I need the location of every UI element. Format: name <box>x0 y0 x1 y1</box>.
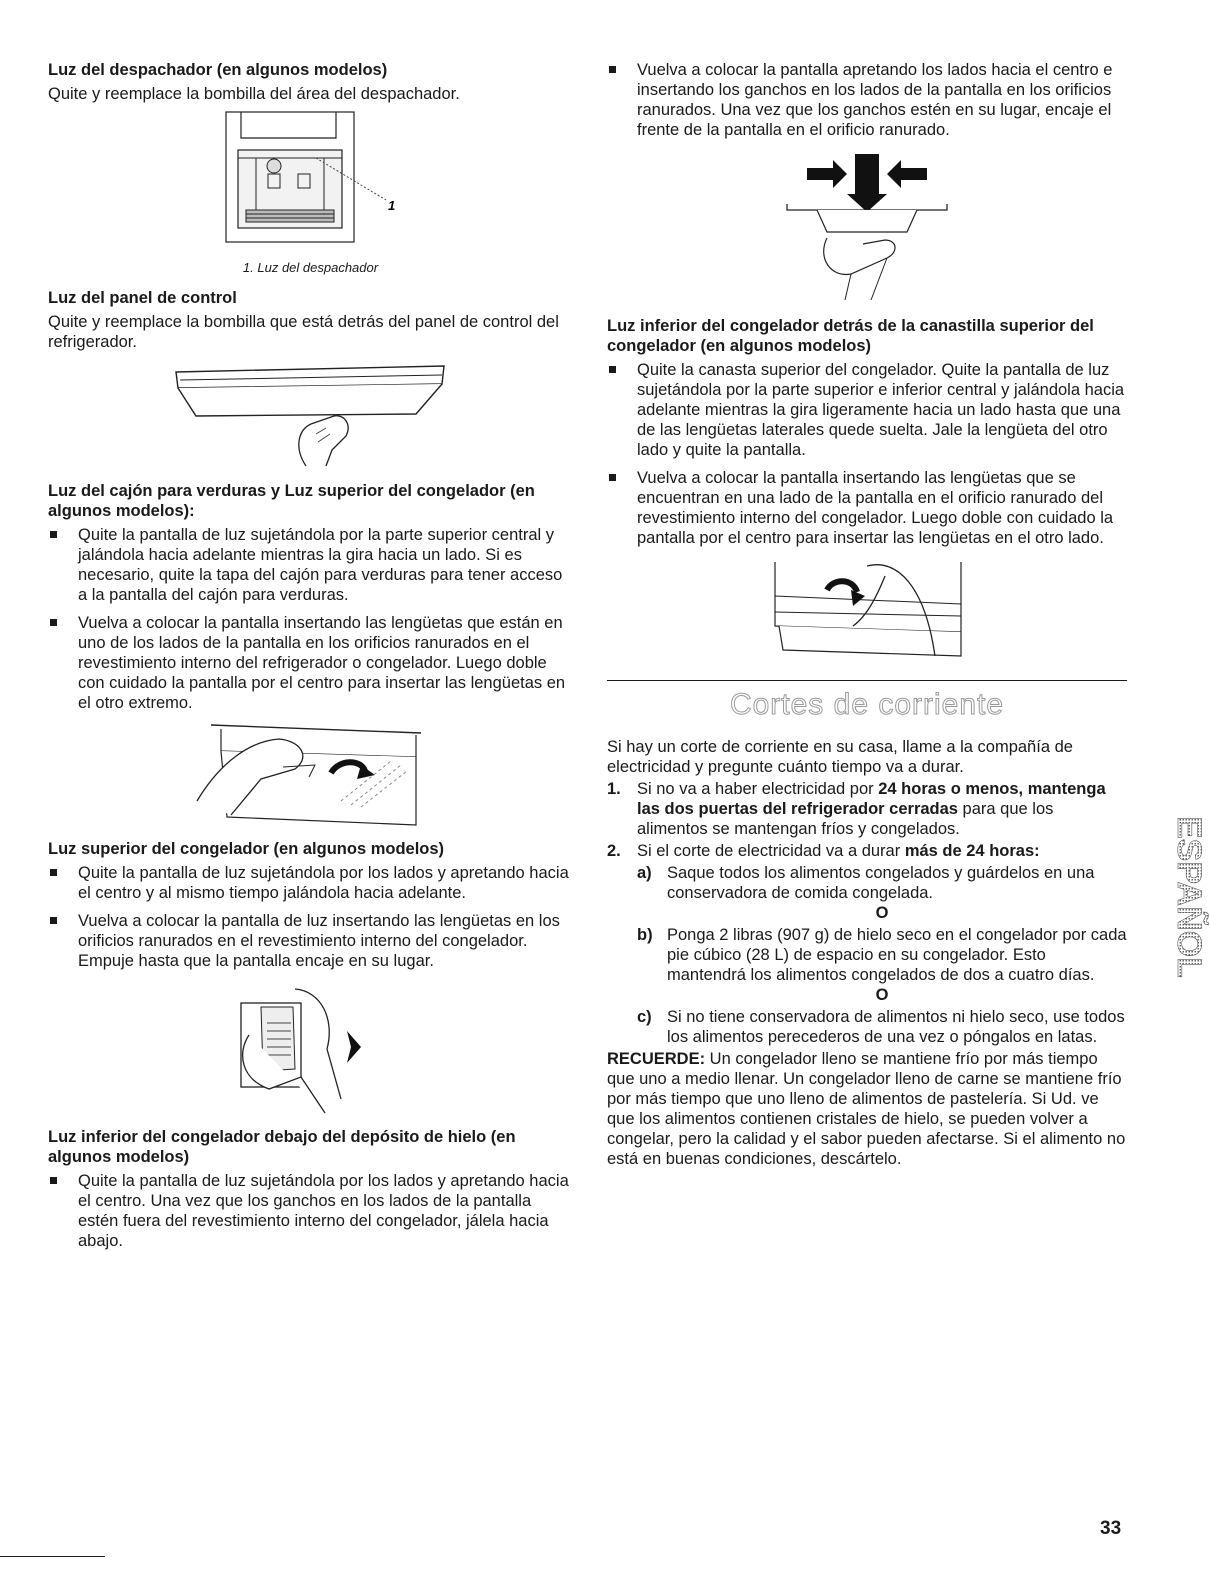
remember-note <box>607 1049 1127 1169</box>
sub-item <box>637 925 1127 985</box>
footer-rule <box>0 1556 105 1557</box>
remember-text: Un congelador lleno se mantiene frío por más tiempo que uno a medio llenar. Un congelador lleno de carne se mantiene frío por más tiempo que uno lleno de alimentos de pastelería. Si Ud. ve que los alimentos contienen cristales de hielo, se pueden volver a congelar, pero la calidad y el sabor pueden afectarse. Si el alimento no está en buenas condiciones, descártelo. <box>607 1050 1126 1168</box>
rear-freezer-light-section <box>607 316 1127 666</box>
crisper-light-illustration <box>191 721 431 831</box>
left-column <box>48 60 573 1259</box>
section-heading: Luz del panel de control <box>48 289 237 307</box>
item-number: 1. <box>607 780 621 798</box>
control-panel-light-illustration <box>166 358 456 473</box>
item-text: Si no va a haber electricidad por <box>637 780 879 798</box>
callout-number: 1 <box>387 198 395 213</box>
item-text: para que los alimentos se mantengan fríos y congelados. <box>637 800 1054 838</box>
sub-item <box>637 1007 1127 1047</box>
dispenser-light-illustration <box>216 110 406 250</box>
list-item: Quite la pantalla de luz sujetándola por la parte superior central y jalándola hacia adelante mientras la gira hacia un lado. Si es necesario, quite la tapa del cajón para verduras para tener acceso a la pantalla del cajón para verduras. <box>48 525 573 605</box>
sub-item <box>637 863 1127 903</box>
sub-item-text: Ponga 2 libras (907 g) de hielo seco en el congelador por cada pie cúbico (28 L) de espacio en su congelador. Esto mantendrá los alimentos congelados de dos a cuatro días. <box>667 926 1127 984</box>
list-item: Vuelva a colocar la pantalla insertando las lengüetas que se encuentran en una lado de la pantalla en el orificio ranurado del revestimiento interno del congelador. Luego doble con cuidado la pantalla por el centro para insertar las lengüetas en el otro lado. <box>607 468 1127 548</box>
dispenser-light-section <box>48 60 573 278</box>
body-text: Quite y reemplace la bombilla del área del despachador. <box>48 85 460 103</box>
item-emphasis: 24 horas o menos, mantenga las dos puertas del refrigerador cerradas <box>637 780 1106 818</box>
list-item <box>607 841 1127 1047</box>
section-divider <box>607 680 1127 681</box>
section-heading: Luz del cajón para verduras y Luz superior del congelador (en algunos modelos): <box>48 482 535 520</box>
list-item: Vuelva a colocar la pantalla apretando los lados hacia el centro e insertando los ganchos en los lados de la pantalla en los orificios ranurados. Una vez que los ganchos estén en su lugar, encaje el frente de la pantalla en el orificio ranurado. <box>607 60 1127 140</box>
control-panel-light-section <box>48 288 573 473</box>
power-outage-section <box>607 687 1127 1169</box>
list-item: Quite la pantalla de luz sujetándola por los lados y apretando hacia el centro. Una vez que los ganchos en los lados de la pantalla estén fuera del revestimiento interno del congelador, jálela hacia abajo. <box>48 1171 573 1251</box>
item-text: Si el corte de electricidad va a durar <box>637 842 905 860</box>
bullet-list <box>48 1171 573 1251</box>
bullet-list <box>607 60 1127 140</box>
right-column <box>607 60 1127 1169</box>
page-number: 33 <box>1100 1518 1122 1539</box>
figure-caption: 1. Luz del despachador <box>242 260 379 275</box>
list-item: Quite la canasta superior del congelador. Quite la pantalla de luz sujetándola por la parte superior e inferior central y jalándola hacia adelante mientras la gira ligeramente hacia un lado hasta que una de las lengüetas laterales quede suelta. Jale la lengüeta del otro lado y quite la pantalla. <box>607 360 1127 460</box>
section-heading: Luz del despachador (en algunos modelos) <box>48 61 388 79</box>
body-text: Si hay un corte de corriente en su casa, llame a la compañía de electricidad y pregunte cuánto tiempo va a durar. <box>607 738 1073 776</box>
item-emphasis: más de 24 horas: <box>904 842 1040 860</box>
item-number: 2. <box>607 842 621 860</box>
upper-freezer-light-section <box>48 839 573 1119</box>
or-separator: O <box>875 986 889 1004</box>
or-separator: O <box>875 904 889 922</box>
sub-item-label: b) <box>637 926 653 944</box>
rear-freezer-light-illustration <box>757 556 977 666</box>
section-title: Cortes de corriente <box>729 688 1005 721</box>
sub-list <box>637 863 1127 1047</box>
list-item <box>607 779 1127 839</box>
bullet-list <box>48 863 573 971</box>
body-text: Quite y reemplace la bombilla que está detrás del panel de control del refrigerador. <box>48 313 559 351</box>
sub-item-label: c) <box>637 1008 652 1026</box>
numbered-list <box>607 779 1127 1047</box>
lower-freezer-light-section <box>48 1127 573 1251</box>
sub-item-label: a) <box>637 864 652 882</box>
remember-label: RECUERDE: <box>607 1050 706 1068</box>
list-item: Vuelva a colocar la pantalla insertando las lengüetas que están en uno de los lados de la pantalla en los orificios ranurados en el revestimiento interno del refrigerador o congelador. Luego doble con cuidado la pantalla por el centro para insertar las lengüetas en el otro extremo. <box>48 613 573 713</box>
crisper-light-section <box>48 481 573 831</box>
section-heading: Luz inferior del congelador debajo del depósito de hielo (en algunos modelos) <box>48 1128 516 1166</box>
list-item: Vuelva a colocar la pantalla de luz insertando las lengüetas en los orificios ranurados en el revestimiento interno del congelador. Empuje hasta que la pantalla encaje en su lugar. <box>48 911 573 971</box>
sub-item-text: Si no tiene conservadora de alimentos ni hielo seco, use todos los alimentos perecederos de una vez o póngalos en latas. <box>667 1008 1125 1046</box>
squeeze-shield-illustration <box>767 148 967 308</box>
language-side-tab <box>1152 812 1208 1062</box>
bullet-list <box>607 360 1127 548</box>
upper-freezer-light-illustration <box>231 979 391 1119</box>
sub-item-text: Saque todos los alimentos congelados y guárdelos en una conservadora de comida congelada. <box>667 864 1095 902</box>
list-item: Quite la pantalla de luz sujetándola por los lados y apretando hacia el centro y al mismo tiempo jalándola hacia adelante. <box>48 863 573 903</box>
side-tab-label: ESPAÑOL <box>1170 816 1208 978</box>
section-heading: Luz superior del congelador (en algunos modelos) <box>48 840 445 858</box>
section-heading: Luz inferior del congelador detrás de la canastilla superior del congelador (en algunos modelos) <box>607 317 1094 355</box>
bullet-list <box>48 525 573 713</box>
